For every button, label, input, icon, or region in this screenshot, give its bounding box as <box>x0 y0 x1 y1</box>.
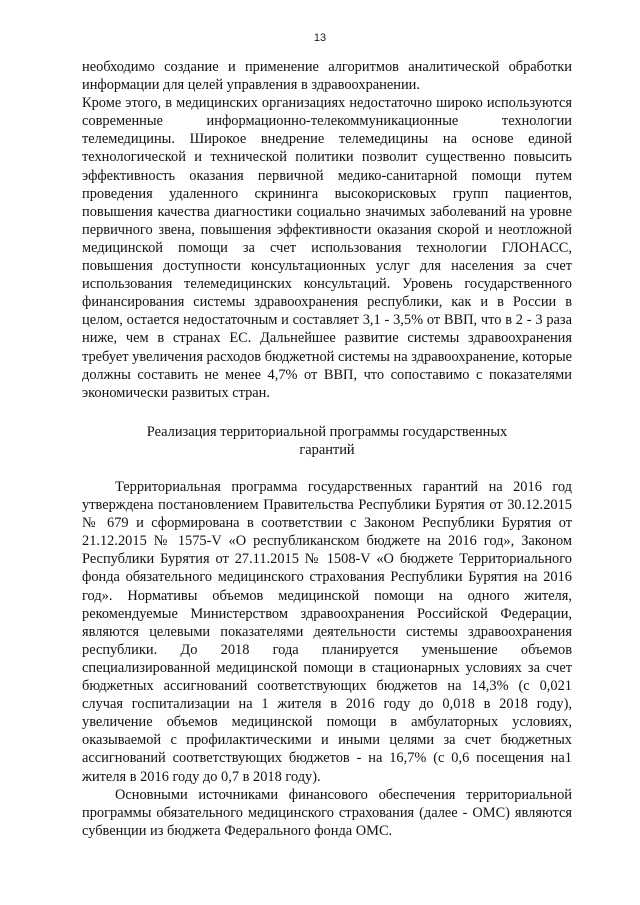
section-heading-line-1: Реализация территориальной программы государственных <box>146 424 508 440</box>
section-paragraph-2: Основными источниками финансового обеспечения территориальной программы обязательного медицинского страхования (далее - ОМС) являются субвенции из бюджета Федерального фонда ОМС. <box>82 786 572 839</box>
section-heading <box>82 423 572 459</box>
section-text-block <box>82 478 572 840</box>
intro-paragraph-1: необходимо создание и применение алгоритмов аналитической обработки информации для целей управления в здравоохранении. <box>82 59 572 94</box>
section-paragraph-1: Территориальная программа государственных гарантий на 2016 год утверждена постановлением Правительства Республики Бурятия от 30.12.2015 № 679 и сформирована в соответствии с Законом Республики Бурятия от 21.12.2015 № 1575-V «О республиканском бюджете на 2016 год», Законом Республики Бурятия от 27.11.2015 № 1508-V «О бюджете Территориального фонда обязательного медицинского страхования Республики Бурятия на 2016 год». Нормативы объемов медицинской помощи на одного жителя, рекомендуемые Министерством здравоохранения Российской Федерации, являются целевыми показателями деятельности системы здравоохранения республики. До 2018 года планируется уменьшение объемов специализированной медицинской помощи в стационарных условиях за счет бюджетных ассигнований соответствующих бюджетов на 14,3% (с 0,021 случая госпитализации на 1 жителя в 2016 году до 0,018 в 2018 году), увеличение объемов медицинской помощи в амбулаторных условиях, оказываемой с профилактическими и иными целями за счет бюджетных ассигнований соответствующих бюджетов - на 16,7% (с 0,6 посещения на1 жителя в 2016 году до 0,7 в 2018 году). <box>82 479 572 785</box>
intro-paragraph-2: Кроме этого, в медицинских организациях недостаточно широко используются современные информационно-телекоммуникационные технологии телемедицины. Широкое внедрение телемедицины на основе единой технологической и технической политики позволит существенно повысить эффективность оказания первичной медико-санитарной помощи путем проведения удаленного скрининга высокорисковых групп пациентов, повышения качества диагностики социально значимых заболеваний на уровне первичного звена, повышения эффективности оказания скорой и неотложной медицинской помощи за счет использования технологии ГЛОНАСС, повышения доступности консультационных услуг для населения за счет использования телемедицинских консультаций. Уровень государственного финансирования системы здравоохранения республики, как и в России в целом, остается недостаточным и составляет 3,1 - 3,5% от ВВП, что в 2 - 3 раза ниже, чем в странах ЕС. Дальнейшее развитие системы здравоохранения требует увеличения расходов бюджетной системы на здравоохранение, которые должны составить не менее 4,7% от ВВП, что сопоставимо с показателями экономически развитых стран. <box>82 95 572 401</box>
intro-text-block <box>82 58 572 402</box>
section-heading-line-2: гарантий <box>299 442 355 459</box>
page-number: 13 <box>313 32 327 44</box>
